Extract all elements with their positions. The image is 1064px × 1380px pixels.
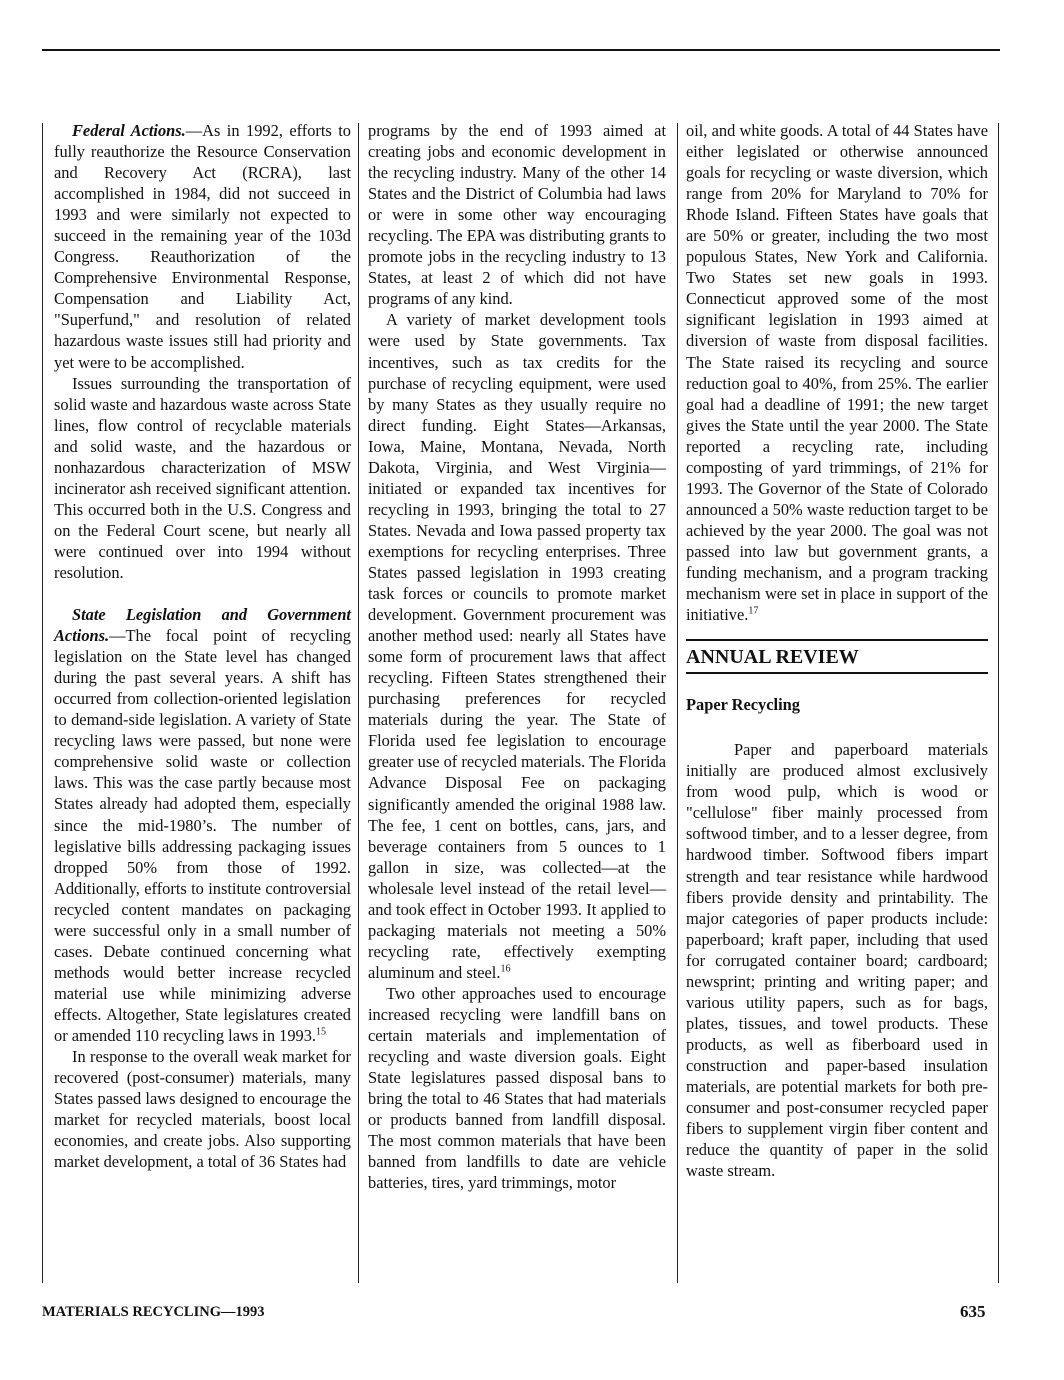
paper-recycling-subheading: Paper Recycling (686, 695, 800, 715)
programs-continued-paragraph: programs by the end of 1993 aimed at creating jobs and economic development in the recycling industry. Many of the other 14 States and the District of Columbia had laws or were in some other way encouraging recycling. The EPA was distributing grants to promote jobs in the recycling industry to 13 States, at least 2 of which did not have programs of any kind. (368, 121, 666, 309)
footnote-15: 15 (316, 1026, 327, 1038)
top-rule (42, 49, 1000, 51)
column-rule-right (998, 123, 999, 1283)
running-footer-title: MATERIALS RECYCLING—1993 (42, 1304, 265, 1320)
state-legislation-text: —The focal point of recycling legislation on the State level has changed during the past several years. A shift has occurred from collection-oriented legislation to demand-side legislation. A variety of State recycling laws were passed, but none were comprehensive solid waste or collection laws. This was the case partly because most States already had adopted them, especially since the mid-1980’s. The number of legislative bills addressing packaging issues dropped 50% from those of 1992. Additionally, efforts to institute controversial recycled content mandates on packaging were successful only in a small number of cases. Debate continued concerning what methods would better increase recycled material use while minimizing adverse effects. Altogether, State legislatures created or amended 110 recycling laws in 1993. (54, 626, 351, 1045)
market-tools-paragraph (368, 309, 666, 983)
state-legislation-runin: State Legislation and Government Actions. (54, 605, 351, 646)
column-3 (686, 120, 988, 1181)
page-number: 635 (960, 1302, 986, 1321)
column-1 (54, 120, 351, 1172)
state-legislation-paragraph (54, 604, 351, 1046)
federal-actions-runin: Federal Actions. (72, 121, 186, 140)
footnote-16: 16 (500, 963, 511, 975)
other-approaches-paragraph: Two other approaches used to encourage increased recycling were landfill bans on certain materials and implementation of recycling and waste diversion goals. Eight State legislatures passed disposal bans to bring the total to 46 States that had materials or products banned from landfill disposal. The most common materials that have been banned from landfills to date are vehicle batteries, tires, yard trimmings, motor (368, 983, 666, 1193)
paper-recycling-paragraph: Paper and paperboard materials initially are produced almost exclusively from wood pulp, which is wood or "cellulose" fiber mainly processed from softwood timber, and to a lesser degree, from hardwood timber. Softwood fibers impart strength and tear resistance while hardwood fibers provide density and printability. The major categories of paper products include: paperboard; kraft paper, including that used for corrugated container board; cardboard; newsprint; printing and writing paper; and various utility papers, such as for bags, plates, tissues, and towel products. These products, as well as fiberboard used in construction and paper-based insulation materials, are potential markets for both pre-consumer and post-consumer recycled paper fibers to supplement virgin fiber content and reduce the quantity of paper in the solid waste stream. (686, 740, 988, 1181)
federal-actions-text: —As in 1992, efforts to fully reauthorize the Resource Conservation and Recovery Act (RCRA), last accomplished in 1984, did not succeed in 1993 and were similarly not expected to succeed in the remaining year of the 103d Congress. Reauthorization of the Comprehensive Environmental Response, Compensation and Liability Act, "Superfund," and resolution of related hazardous waste issues still had priority and yet were to be accomplished. (54, 121, 351, 372)
goals-text: oil, and white goods. A total of 44 States have either legislated or otherwise announced goals for recycling or waste diversion, which range from 20% for Maryland to 70% for Rhode Island. Fifteen States have goals that are 50% or greater, including the two most populous States, New York and California. Two States set new goals in 1993. Connecticut approved some of the most significant legislation in 1993 aimed at diversion of waste from disposal facilities. The State raised its recycling and source reduction goal to 40%, from 25%. The earlier goal had a deadline of 1991; the new target gives the State until the year 2000. The State reported a recycling rate, including composting of yard trimmings, of 21% for 1993. The Governor of the State of Colorado announced a 50% waste reduction target to be achieved by the year 2000. The goal was not passed into law but government grants, a funding mechanism, and a program tracking mechanism were set in place in support of the initiative. (686, 121, 988, 625)
column-rule-2 (677, 123, 678, 1283)
issues-paragraph: Issues surrounding the transportation of solid waste and hazardous waste across State lines, flow control of recyclable materials and solid waste, and the hazardous or nonhazardous characterization of MSW incinerator ash received significant attention. This occurred both in the U.S. Congress and on the Federal Court scene, but nearly all were continued over into 1994 without resolution. (54, 373, 351, 582)
column-rule-left (42, 123, 43, 1283)
footnote-17: 17 (748, 605, 759, 617)
annual-review-heading: ANNUAL REVIEW (686, 639, 988, 674)
column-rule-1 (358, 123, 359, 1283)
market-tools-text: A variety of market development tools were used by State governments. Tax incentives, such as tax credits for the purchase of recycling equipment, were used by many States as they usually require no direct funding. Eight States—Arkansas, Iowa, Maine, Montana, Nevada, North Dakota, Virginia, and West Virginia—initiated or expanded tax incentives for recycling in 1993, bringing the total to 27 States. Nevada and Iowa passed property tax exemptions for recycling enterprises. Three States passed legislation in 1993 creating task forces or councils to promote market development. Government procurement was another method used: nearly all States have some form of procurement laws that affect recycling. Fifteen States strengthened their purchasing preferences for recycled materials during the year. The State of Florida used fee legislation to encourage greater use of recycled materials. The Florida Advance Disposal Fee on packaging significantly amended the original 1988 law. The fee, 1 cent on bottles, cans, jars, and beverage containers from 5 ounces to 1 gallon in size, was collected—at the wholesale level instead of the retail level—and took effect in October 1993. It applied to packaging materials not meeting a 50% recycling rate, effectively exempting aluminum and steel. (368, 310, 666, 982)
column-2 (368, 120, 666, 1193)
federal-actions-paragraph (54, 120, 351, 373)
goals-continued-paragraph (686, 120, 988, 625)
response-paragraph: In response to the overall weak market for recovered (post-consumer) materials, many States passed laws designed to encourage the market for recycled materials, boost local economies, and create jobs. Also supporting market development, a total of 36 States had (54, 1047, 351, 1172)
